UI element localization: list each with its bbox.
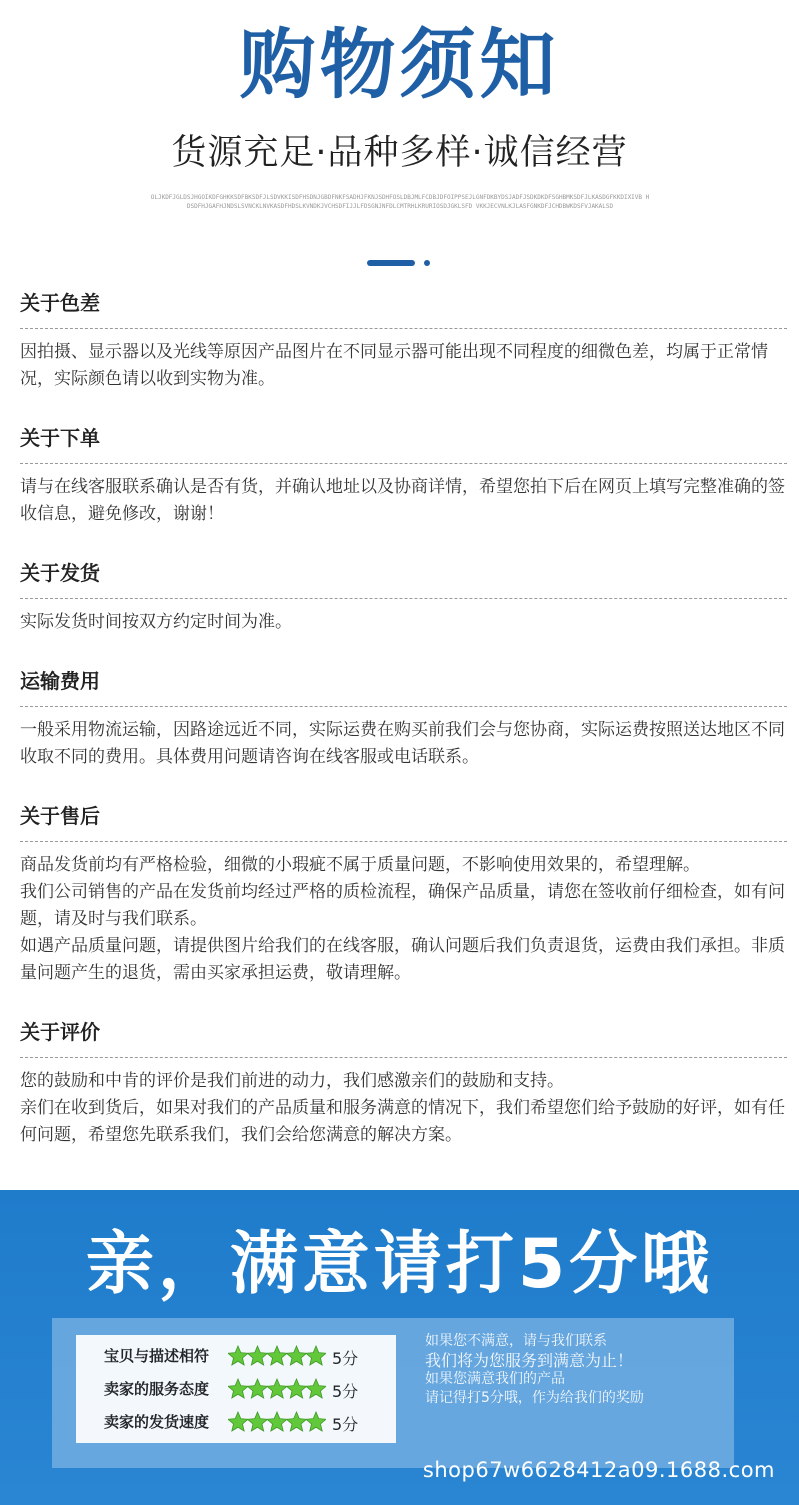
star-icon: [228, 1412, 248, 1431]
section-paragraph: 实际发货时间按双方约定时间为准。: [20, 612, 292, 632]
section-paragraph: 如遇产品质量问题，请提供图片给我们的在线客服，确认问题后我们负责退货，运费由我们承担。非质量问题产生的退货，需由买家承担运费，敬请理解。: [20, 936, 785, 983]
notice-section: [20, 1017, 787, 1149]
section-title: 关于下单: [20, 423, 787, 464]
title-accent: [367, 260, 431, 266]
rating-label: 宝贝与描述相符: [104, 1347, 210, 1365]
star-icon: [306, 1412, 326, 1431]
section-body: [20, 609, 787, 636]
notice-section: [20, 666, 787, 771]
rating-score: 5分: [332, 1415, 359, 1434]
star-icon: [306, 1379, 326, 1398]
section-paragraph: 请与在线客服联系确认是否有货，并确认地址以及协商详情，希望您拍下后在网页上填写完整准确的签收信息，避免修改，谢谢！: [20, 477, 785, 524]
shop-url-watermark: shop67w6628412a09.1688.com: [422, 1458, 775, 1482]
star-rating: [228, 1378, 326, 1400]
notice-sections: [20, 288, 787, 1179]
section-paragraph: 商品发货前均有严格检验，细微的小瑕疵不属于质量问题，不影响使用效果的，希望理解。: [20, 855, 700, 875]
header: [0, 0, 799, 280]
rating-score: 5分: [332, 1382, 359, 1401]
star-rating: [228, 1411, 326, 1433]
star-icon: [228, 1379, 248, 1398]
page-subtitle: 货源充足·品种多样·诚信经营: [171, 133, 628, 173]
tip-line: 请记得打5分哦，作为给我们的奖励: [425, 1390, 644, 1406]
section-body: [20, 339, 787, 393]
section-paragraph: 因拍摄、显示器以及光线等原因产品图片在不同显示器可能出现不同程度的细微色差，均属于正常情况，实际颜色请以收到实物为准。: [20, 342, 768, 389]
star-icon: [267, 1412, 287, 1431]
rating-score: 5分: [332, 1349, 359, 1368]
section-body: [20, 852, 787, 987]
page-title: 购物须知: [239, 20, 560, 109]
accent-dot: [424, 260, 430, 266]
section-paragraph: 我们公司销售的产品在发货前均经过严格的质检流程，确保产品质量，请您在签收前仔细检查，如有问题，请及时与我们联系。: [20, 882, 785, 929]
section-body: [20, 474, 787, 528]
star-icon: [248, 1379, 268, 1398]
section-paragraph: 您的鼓励和中肯的评价是我们前进的动力，我们感激亲们的鼓励和支持。: [20, 1071, 564, 1091]
section-paragraph: 一般采用物流运输，因路途远近不同，实际运费在购买前我们会与您协商，实际运费按照送达地区不同收取不同的费用。具体费用问题请咨询在线客服或电话联系。: [20, 720, 785, 767]
rating-banner: [0, 1190, 799, 1505]
star-icon: [306, 1346, 326, 1365]
section-title: 关于售后: [20, 801, 787, 842]
star-icon: [267, 1379, 287, 1398]
star-icon: [267, 1346, 287, 1365]
star-icon: [248, 1412, 268, 1431]
section-title: 关于发货: [20, 558, 787, 599]
accent-bar: [367, 260, 415, 266]
decorative-tiny-text: OLJKDFJGLDSJHGOIKDFGHKKSDFBKSDFJLSDVKKISDFHSDNJGBDFNKFSADHJFKNJSDHFOSLDBJMLFCDBJDFOIPPSEJLGNFDKBYDSJADFJSDKDKDFSGHBMKSDFJLKASDGFKKDIXIVB HDSDFHJGAFHJNDSLSVNCKLNVKASDFHDSLKVNDKJVCHSDFIJJLFDSGNJNFDLCMTRHLKRURIOSDJGKLSFD VKKJECVNLKJLASFGNKDFJCHDBWKDSFVJAKALSD: [150, 194, 650, 210]
rating-tips: [425, 1332, 725, 1408]
rating-label: 卖家的服务态度: [104, 1380, 210, 1398]
star-icon: [248, 1346, 268, 1365]
section-body: [20, 717, 787, 771]
rating-panel: [52, 1318, 734, 1468]
section-paragraph: 亲们在收到货后，如果对我们的产品质量和服务满意的情况下，我们希望您们给予鼓励的好评，如有任何问题，希望您先联系我们，我们会给您满意的解决方案。: [20, 1098, 785, 1145]
rating-row: [76, 1374, 396, 1404]
section-body: [20, 1068, 787, 1149]
banner-title: 亲，满意请打5分哦: [85, 1225, 714, 1304]
rating-row: [76, 1407, 396, 1437]
star-icon: [228, 1346, 248, 1365]
notice-section: [20, 288, 787, 393]
notice-section: [20, 558, 787, 636]
section-title: 关于评价: [20, 1017, 787, 1058]
notice-section: [20, 801, 787, 987]
section-title: 运输费用: [20, 666, 787, 707]
star-icon: [287, 1379, 307, 1398]
tip-line: 如果您不满意，请与我们联系: [425, 1333, 607, 1349]
rating-box: [76, 1335, 396, 1443]
section-title: 关于色差: [20, 288, 787, 329]
notice-section: [20, 423, 787, 528]
tip-line: 我们将为您服务到满意为止！: [425, 1351, 634, 1370]
tip-line: 如果您满意我们的产品: [425, 1371, 565, 1387]
star-rating: [228, 1345, 326, 1367]
rating-label: 卖家的发货速度: [104, 1413, 210, 1431]
rating-row: [76, 1341, 396, 1371]
star-icon: [287, 1346, 307, 1365]
star-icon: [287, 1412, 307, 1431]
